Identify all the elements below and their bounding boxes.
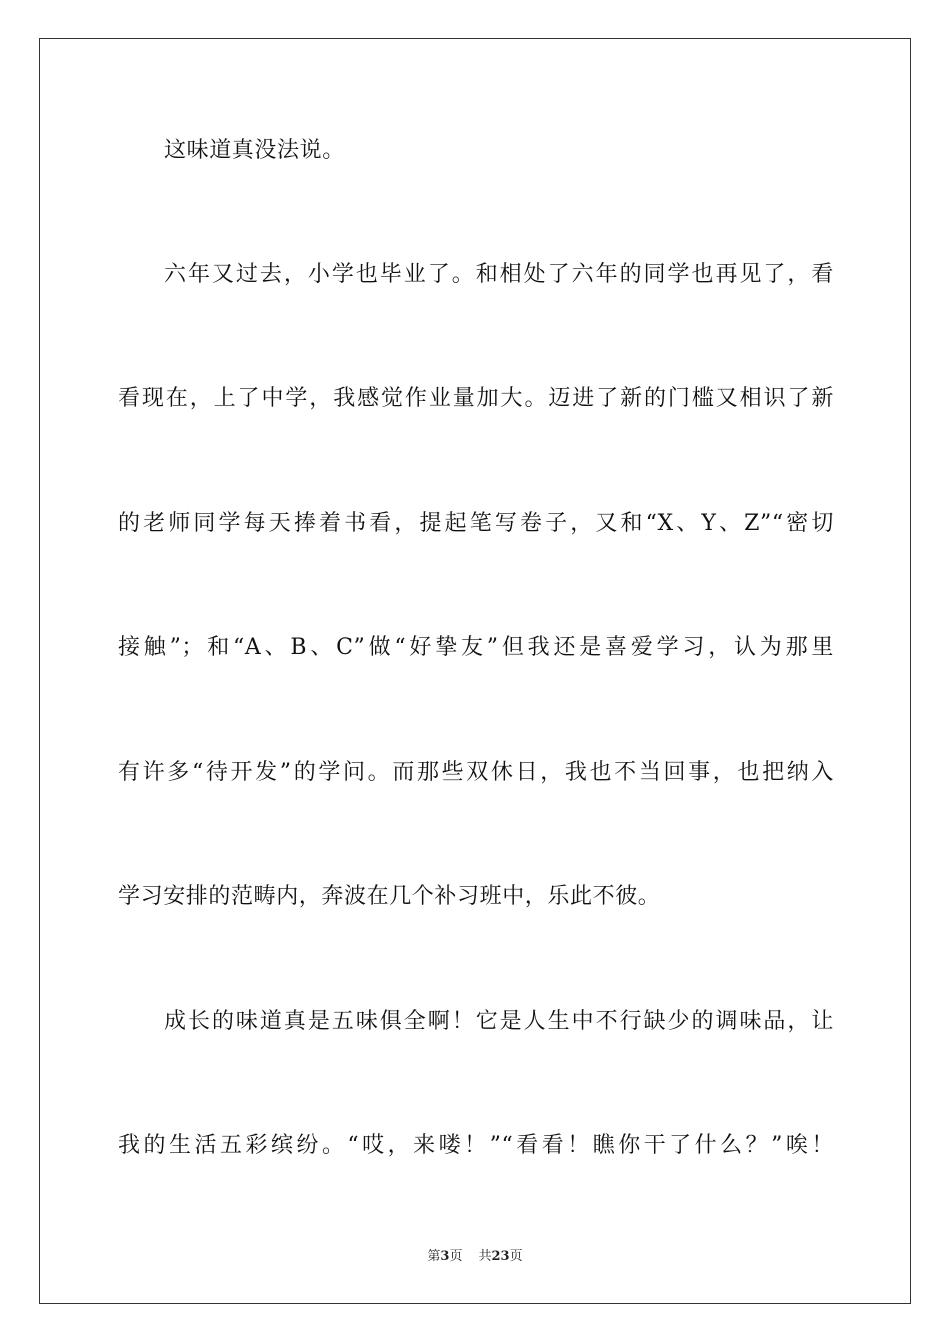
paragraph-line: 看现在，上了中学，我感觉作业量加大。迈进了新的门槛又相识了新 (118, 386, 834, 411)
page-number: 3 (440, 1249, 450, 1264)
paragraph-line: 学习安排的范畴内，奔波在几个补习班中，乐此不彼。 (118, 884, 661, 909)
paragraph-line: 有许多“待开发”的学问。而那些双休日，我也不当回事，也把纳入 (118, 760, 834, 785)
total-suffix: 页 (509, 1249, 523, 1264)
page-suffix: 页 (449, 1249, 463, 1264)
page-prefix: 第 (427, 1249, 441, 1264)
paragraph-line: 成长的味道真是五味俱全啊！它是人生中不行缺少的调味品，让 (164, 1009, 834, 1034)
page-footer (0, 1248, 950, 1266)
total-pages: 23 (491, 1249, 510, 1264)
paragraph-line: 六年又过去，小学也毕业了。和相处了六年的同学也再见了，看 (164, 262, 834, 287)
page-border (39, 38, 911, 1304)
paragraph-line: 接触”；和“A、B、C”做“好挚友”但我还是喜爱学习，认为那里 (118, 635, 834, 660)
paragraph-line: 我的生活五彩缤纷。“哎，来喽！”“看看！瞧你干了什么？”唉！ (118, 1133, 834, 1158)
total-prefix: 共 (478, 1249, 492, 1264)
paragraph-line: 这味道真没法说。 (164, 138, 345, 163)
paragraph-line: 的老师同学每天捧着书看，提起笔写卷子，又和“X、Y、Z”“密切 (118, 511, 834, 536)
